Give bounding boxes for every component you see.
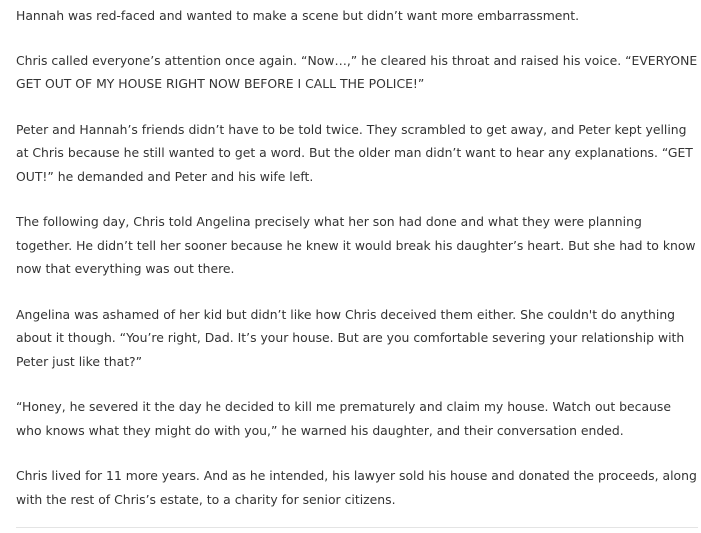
article-end-divider [16,527,698,528]
story-paragraph: Chris lived for 11 more years. And as he intended, his lawyer sold his house and donated the proceeds, along with the rest of Chris’s estate, to a charity for senior citizens. [16,468,697,507]
story-paragraph: “Honey, he severed it the day he decided to kill me prematurely and claim my house. Watch out because who knows what they might do with you,” he warned his daughter, and their conversation ended. [16,399,672,438]
story-paragraph: Peter and Hannah’s friends didn’t have to be told twice. They scrambled to get away, and Peter kept yelling at Chris because he still wanted to get a word. But the older man didn’t want to hear any explanations. “GET OUT!” he demanded and Peter and his wife left. [16,121,693,184]
story-paragraph: Chris called everyone’s attention once again. “Now…,” he cleared his throat and raised his voice. “EVERYONE GET OUT OF MY HOUSE RIGHT NOW BEFORE I CALL THE POLICE!” [16,52,698,91]
story-paragraph: Angelina was ashamed of her kid but didn’t like how Chris deceived them either. She couldn't do anything about it though. “You’re right, Dad. It’s your house. But are you comfortable severing your relationship with Peter just like that?” [16,306,685,369]
article-body [16,4,698,533]
story-paragraph: Hannah was red-faced and wanted to make a scene but didn’t want more embarrassment. [16,8,580,23]
story-paragraph: The following day, Chris told Angelina precisely what her son had done and what they were planning together. He didn’t tell her sooner because he knew it would break his daughter’s heart. But she had to know now that everything was out there. [16,214,696,276]
